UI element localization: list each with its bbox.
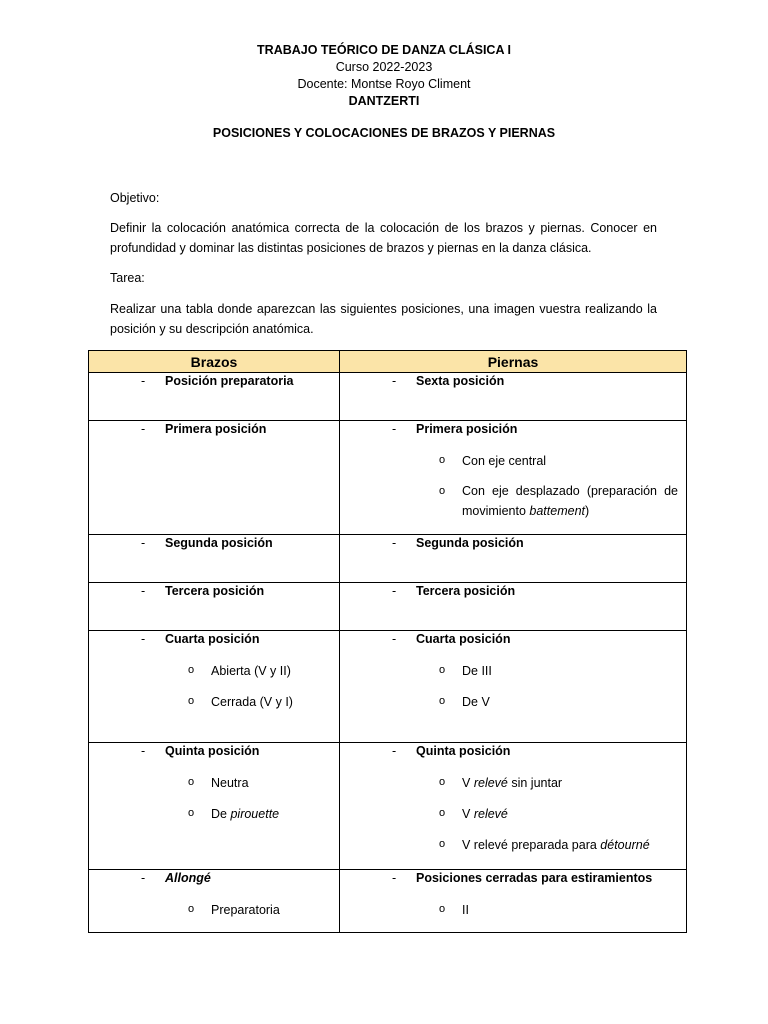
leg-subposition-italic: relevé <box>473 776 508 790</box>
table-row <box>89 373 687 421</box>
leg-position: Tercera posición <box>416 584 516 598</box>
arm-position: Posición preparatoria <box>165 374 294 388</box>
bullet-marker: o <box>439 485 446 497</box>
document-title: TRABAJO TEÓRICO DE DANZA CLÁSICA I <box>257 43 511 57</box>
positions-table <box>88 350 687 933</box>
table-row <box>89 421 687 535</box>
dash-marker: - <box>392 744 397 758</box>
dash-marker: - <box>141 584 146 598</box>
table-row <box>89 535 687 583</box>
bullet-marker: o <box>188 776 195 788</box>
dash-marker: - <box>141 422 146 436</box>
bullet-marker: o <box>439 903 446 915</box>
objective-text: Definir la colocación anatómica correcta de la colocación de los brazos y piernas. Conocer en profundidad y dominar las distintas posiciones de brazos y piernas en la danza clásica. <box>110 221 657 255</box>
arm-subposition: Abierta (V y II) <box>211 664 291 678</box>
bullet-marker: o <box>439 664 446 676</box>
leg-position: Quinta posición <box>416 744 511 758</box>
arm-subposition: Neutra <box>211 776 249 790</box>
leg-position: Cuarta posición <box>416 632 511 646</box>
school-name: DANTZERTI <box>348 94 420 108</box>
leg-subposition-italic: battement <box>529 503 585 518</box>
leg-subposition-text: Con eje desplazado (preparación de movimiento <box>462 484 678 518</box>
arm-position: Allongé <box>165 871 211 885</box>
dash-marker: - <box>141 744 146 758</box>
bullet-marker: o <box>439 695 446 707</box>
leg-position: Sexta posición <box>416 374 505 388</box>
arm-position: Quinta posición <box>165 744 260 758</box>
table-row <box>89 583 687 631</box>
dash-marker: - <box>141 374 146 388</box>
arm-position: Cuarta posición <box>165 632 260 646</box>
table-row <box>89 631 687 743</box>
objective-label: Objetivo: <box>110 191 160 205</box>
arm-subposition: Preparatoria <box>211 903 280 917</box>
column-header-arms: Brazos <box>89 351 340 373</box>
bullet-marker: o <box>188 664 195 676</box>
leg-subposition-text: sin juntar <box>511 776 563 790</box>
leg-position: Posiciones cerradas para estiramientos <box>416 871 653 885</box>
arm-position: Tercera posición <box>165 584 265 598</box>
bullet-marker: o <box>439 807 446 819</box>
leg-subposition <box>462 774 678 794</box>
dash-marker: - <box>392 422 397 436</box>
leg-subposition-text: ) <box>585 503 590 518</box>
leg-subposition: II <box>462 903 469 917</box>
leg-subposition-text: V <box>462 776 471 790</box>
column-header-legs: Piernas <box>340 351 687 373</box>
dash-marker: - <box>141 632 146 646</box>
leg-position: Segunda posición <box>416 536 524 550</box>
bullet-marker: o <box>439 776 446 788</box>
leg-subposition <box>462 482 678 521</box>
leg-subposition-text: V relevé preparada para <box>462 838 597 852</box>
dash-marker: - <box>392 871 397 885</box>
arm-position: Segunda posición <box>165 536 273 550</box>
bullet-marker: o <box>188 903 195 915</box>
course-year: Curso 2022-2023 <box>335 60 433 74</box>
bullet-marker: o <box>188 807 195 819</box>
dash-marker: - <box>392 584 397 598</box>
dash-marker: - <box>392 632 397 646</box>
leg-subposition <box>462 836 678 856</box>
section-title: POSICIONES Y COLOCACIONES DE BRAZOS Y PIERNAS <box>212 126 556 140</box>
leg-subposition: De V <box>462 695 490 709</box>
arm-subposition <box>211 805 331 825</box>
teacher-name: Docente: Montse Royo Climent <box>297 77 471 91</box>
leg-subposition-italic: relevé <box>473 807 508 821</box>
table-header-row <box>89 351 687 373</box>
table-row <box>89 870 687 933</box>
bullet-marker: o <box>188 695 195 707</box>
leg-subposition: De III <box>462 664 492 678</box>
bullet-marker: o <box>439 838 446 850</box>
task-label: Tarea: <box>110 271 145 285</box>
task-text: Realizar una tabla donde aparezcan las siguientes posiciones, una imagen vuestra realizando la posición y su descripción anatómica. <box>110 302 657 336</box>
bullet-marker: o <box>439 454 446 466</box>
leg-subposition <box>462 805 678 825</box>
dash-marker: - <box>392 374 397 388</box>
arm-subposition: Cerrada (V y I) <box>211 695 293 709</box>
leg-position: Primera posición <box>416 422 518 436</box>
leg-subposition: Con eje central <box>462 454 547 468</box>
dash-marker: - <box>141 871 146 885</box>
dash-marker: - <box>141 536 146 550</box>
leg-subposition-italic: détourné <box>600 838 650 852</box>
leg-subposition-text: V <box>462 807 471 821</box>
arm-subposition-text: De <box>211 807 227 821</box>
table-row <box>89 743 687 870</box>
arm-subposition-italic: pirouette <box>230 807 280 821</box>
arm-position: Primera posición <box>165 422 267 436</box>
dash-marker: - <box>392 536 397 550</box>
